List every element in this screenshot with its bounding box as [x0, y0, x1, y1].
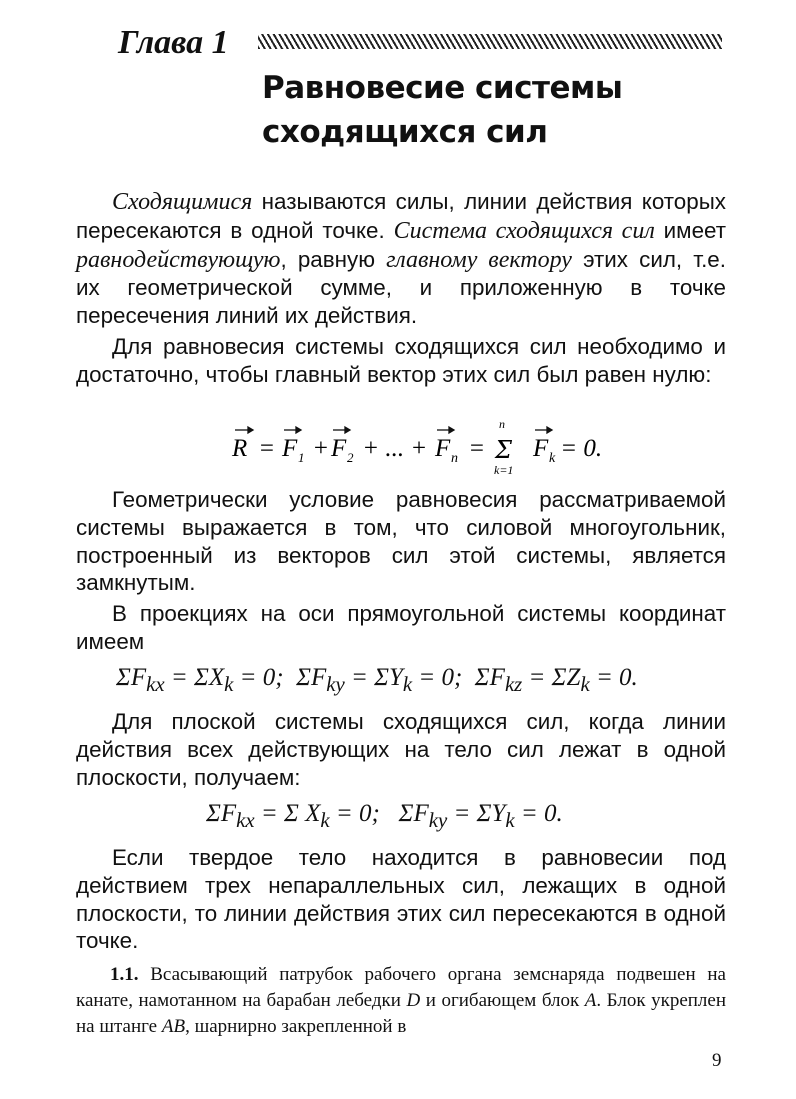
f3-sub: kx — [236, 808, 255, 832]
formula-sum-bottom: k=1 — [494, 463, 514, 477]
term-system: Система сходящихся сил — [393, 217, 655, 244]
formula-F2: F — [331, 435, 347, 462]
formula-2d-projections — [206, 800, 563, 833]
f2-part: = ΣX — [164, 664, 225, 691]
problem-text: Всасывающий патрубок рабочего органа земснаряда подвешен на канате, намотанном на барабан лебедки — [76, 964, 726, 1011]
paragraph-equilibrium: Для равновесия системы сходящихся сил необходимо и достаточно, чтобы главный вектор этих сил был равен нулю: — [76, 333, 726, 387]
formula-3d-projections — [116, 664, 638, 697]
f2-sub: k — [224, 672, 234, 696]
f2-part: = 0; ΣF — [412, 664, 505, 691]
text-span: , равную — [280, 246, 387, 272]
page-number: 9 — [712, 1050, 722, 1071]
f3-part: = ΣY — [447, 800, 506, 827]
sum-icon: Σ — [495, 436, 512, 464]
f2-sub: kx — [146, 672, 165, 696]
problem-text: . Блок укреплен на штанге — [76, 990, 726, 1037]
chapter-hatch-rule — [258, 34, 722, 49]
problem-1-1 — [76, 962, 726, 1040]
paragraph-projections: В проекциях на оси прямоугольной системы координат имеем — [76, 601, 726, 654]
text-span: имеет — [654, 217, 726, 243]
f3-part: ΣF — [206, 800, 237, 827]
body-block-2 — [76, 486, 726, 656]
chapter-title-line1: Равновесие системы — [262, 70, 623, 106]
formula-vector-svg — [232, 417, 603, 478]
f2-sub: ky — [326, 672, 345, 696]
f3-sub: k — [320, 808, 330, 832]
f2-sub: k — [580, 672, 590, 696]
f2-part: ΣF — [116, 664, 147, 691]
formula-sub-1: 1 — [298, 450, 305, 465]
f2-part: = 0; ΣF — [233, 664, 327, 691]
problem-var-A: A — [584, 990, 597, 1011]
term-converging: Сходящимися — [112, 189, 253, 215]
body-block-3 — [76, 708, 726, 791]
problem-text: , шарнирно закрепленной в — [185, 1016, 407, 1037]
chapter-title-line2: сходящихся сил — [262, 114, 548, 150]
problem-text: и огибающем блок — [420, 990, 585, 1011]
chapter-label: Глава 1 — [118, 24, 229, 61]
formula-plus: + — [306, 435, 336, 462]
text-span: этих сил, т.е. их геометрической сумме, и приложенную в точке пересечения линий их действия. — [76, 246, 726, 329]
term-resultant: равнодействующую — [76, 246, 281, 273]
problem-var-D: D — [406, 990, 421, 1011]
body-block-1 — [76, 188, 726, 389]
f2-part: = ΣY — [344, 664, 403, 691]
formula-F1: F — [282, 435, 298, 462]
formula-dots: + ... + — [356, 435, 434, 462]
f3-part: = Σ X — [254, 800, 321, 827]
f2-sub: kz — [504, 672, 523, 696]
formula-sub-n: n — [451, 451, 458, 466]
problem-var-AB: AB — [161, 1016, 186, 1037]
f2-part: = 0. — [589, 664, 638, 691]
formula-sum-top: n — [499, 417, 505, 431]
formula-sub-k: k — [549, 451, 556, 466]
formula-eq-2: = — [462, 435, 492, 462]
f3-sub: k — [505, 808, 515, 832]
formula-Fn: F — [435, 435, 451, 462]
formula-sub-2: 2 — [347, 450, 354, 465]
formula-eq: = — [252, 435, 282, 462]
paragraph-geometric: Геометрически условие равновесия рассматриваемой системы выражается в том, что силовой многоугольник, построенный из векторов сил этой системы, является замкнутым. — [76, 487, 726, 596]
term-main-vector: главному вектору — [386, 246, 572, 273]
f3-part: = 0. — [514, 800, 563, 827]
problem-number: 1.1. — [110, 964, 139, 985]
f3-part: = 0; ΣF — [329, 800, 429, 827]
paragraph-plane-system: Для плоской системы сходящихся сил, когда линии действия всех действующих на тело сил лежат в одной плоскости, получаем: — [76, 709, 726, 790]
formula-tail: = 0. — [554, 435, 603, 462]
formula-Fk: F — [533, 435, 549, 462]
paragraph-definition — [76, 188, 726, 330]
chapter-title — [262, 66, 742, 154]
paragraph-three-forces: Если твердое тело находится в равновесии под действием трех непараллельных сил, лежащих в одной плоскости, то линии действия этих сил пересекаются в одной точке. — [76, 845, 726, 954]
formula-vector-sum — [232, 417, 603, 478]
formula-R: R — [232, 435, 248, 462]
body-block-4 — [76, 844, 726, 955]
f2-sub: k — [402, 672, 413, 696]
text-span: называются силы, линии действия которых пересекаются в одной точке. — [76, 189, 726, 243]
f2-part: = ΣZ — [522, 664, 581, 691]
f3-sub: ky — [428, 808, 448, 832]
